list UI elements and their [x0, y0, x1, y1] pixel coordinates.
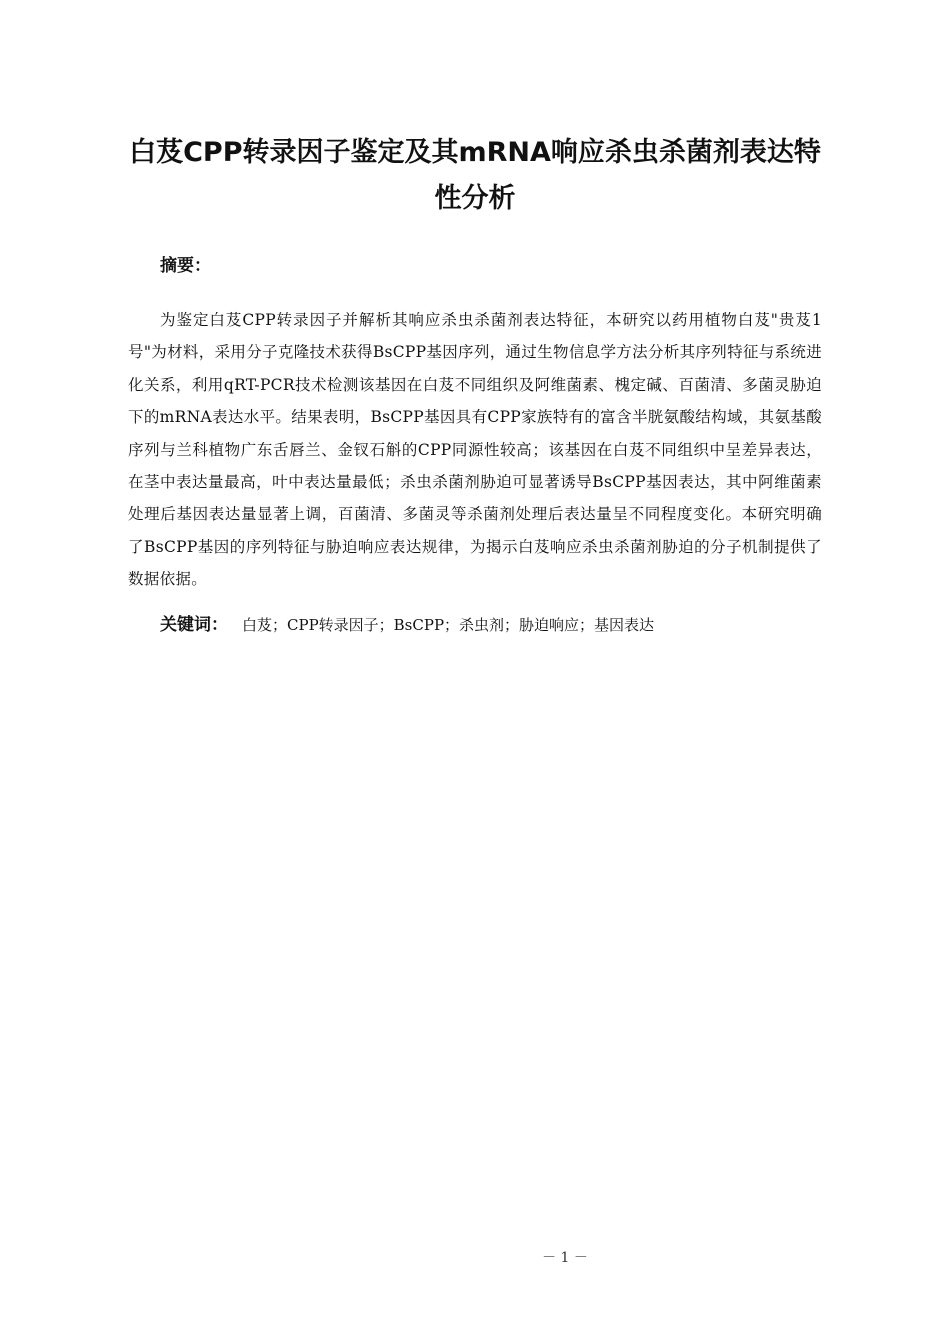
abstract-heading: 摘要：	[160, 256, 211, 276]
page-number: － 1 －	[542, 1250, 588, 1266]
keywords-line	[160, 610, 654, 640]
abstract-body: 为鉴定白芨CPP转录因子并解析其响应杀虫杀菌剂表达特征，本研究以药用植物白芨"贵芨1号"为材料，采用分子克隆技术获得BsCPP基因序列，通过生物信息学方法分析其序列特征与系统进化关系，利用qRT-PCR技术检测该基因在白芨不同组织及阿维菌素、槐定碱、百菌清、多菌灵胁迫下的mRNA表达水平。结果表明，BsCPP基因具有CPP家族特有的富含半胱氨酸结构域，其氨基酸序列与兰科植物广东舌唇兰、金钗石斛的CPP同源性较高；该基因在白芨不同组织中呈差异表达，在茎中表达量最高，叶中表达量最低；杀虫杀菌剂胁迫可显著诱导BsCPP基因表达，其中阿维菌素处理后基因表达量显著上调，百菌清、多菌灵等杀菌剂处理后表达量呈不同程度变化。本研究明确了BsCPP基因的序列特征与胁迫响应表达规律，为揭示白芨响应杀虫杀菌剂胁迫的分子机制提供了数据依据。	[128, 311, 822, 589]
paper-title: 白芨CPP转录因子鉴定及其mRNA响应杀虫杀菌剂表达特性分析	[129, 137, 821, 214]
keywords-label: 关键词：	[160, 615, 228, 635]
keywords-text: 白芨；CPP转录因子；BsCPP；杀虫剂；胁迫响应；基因表达	[242, 616, 655, 634]
